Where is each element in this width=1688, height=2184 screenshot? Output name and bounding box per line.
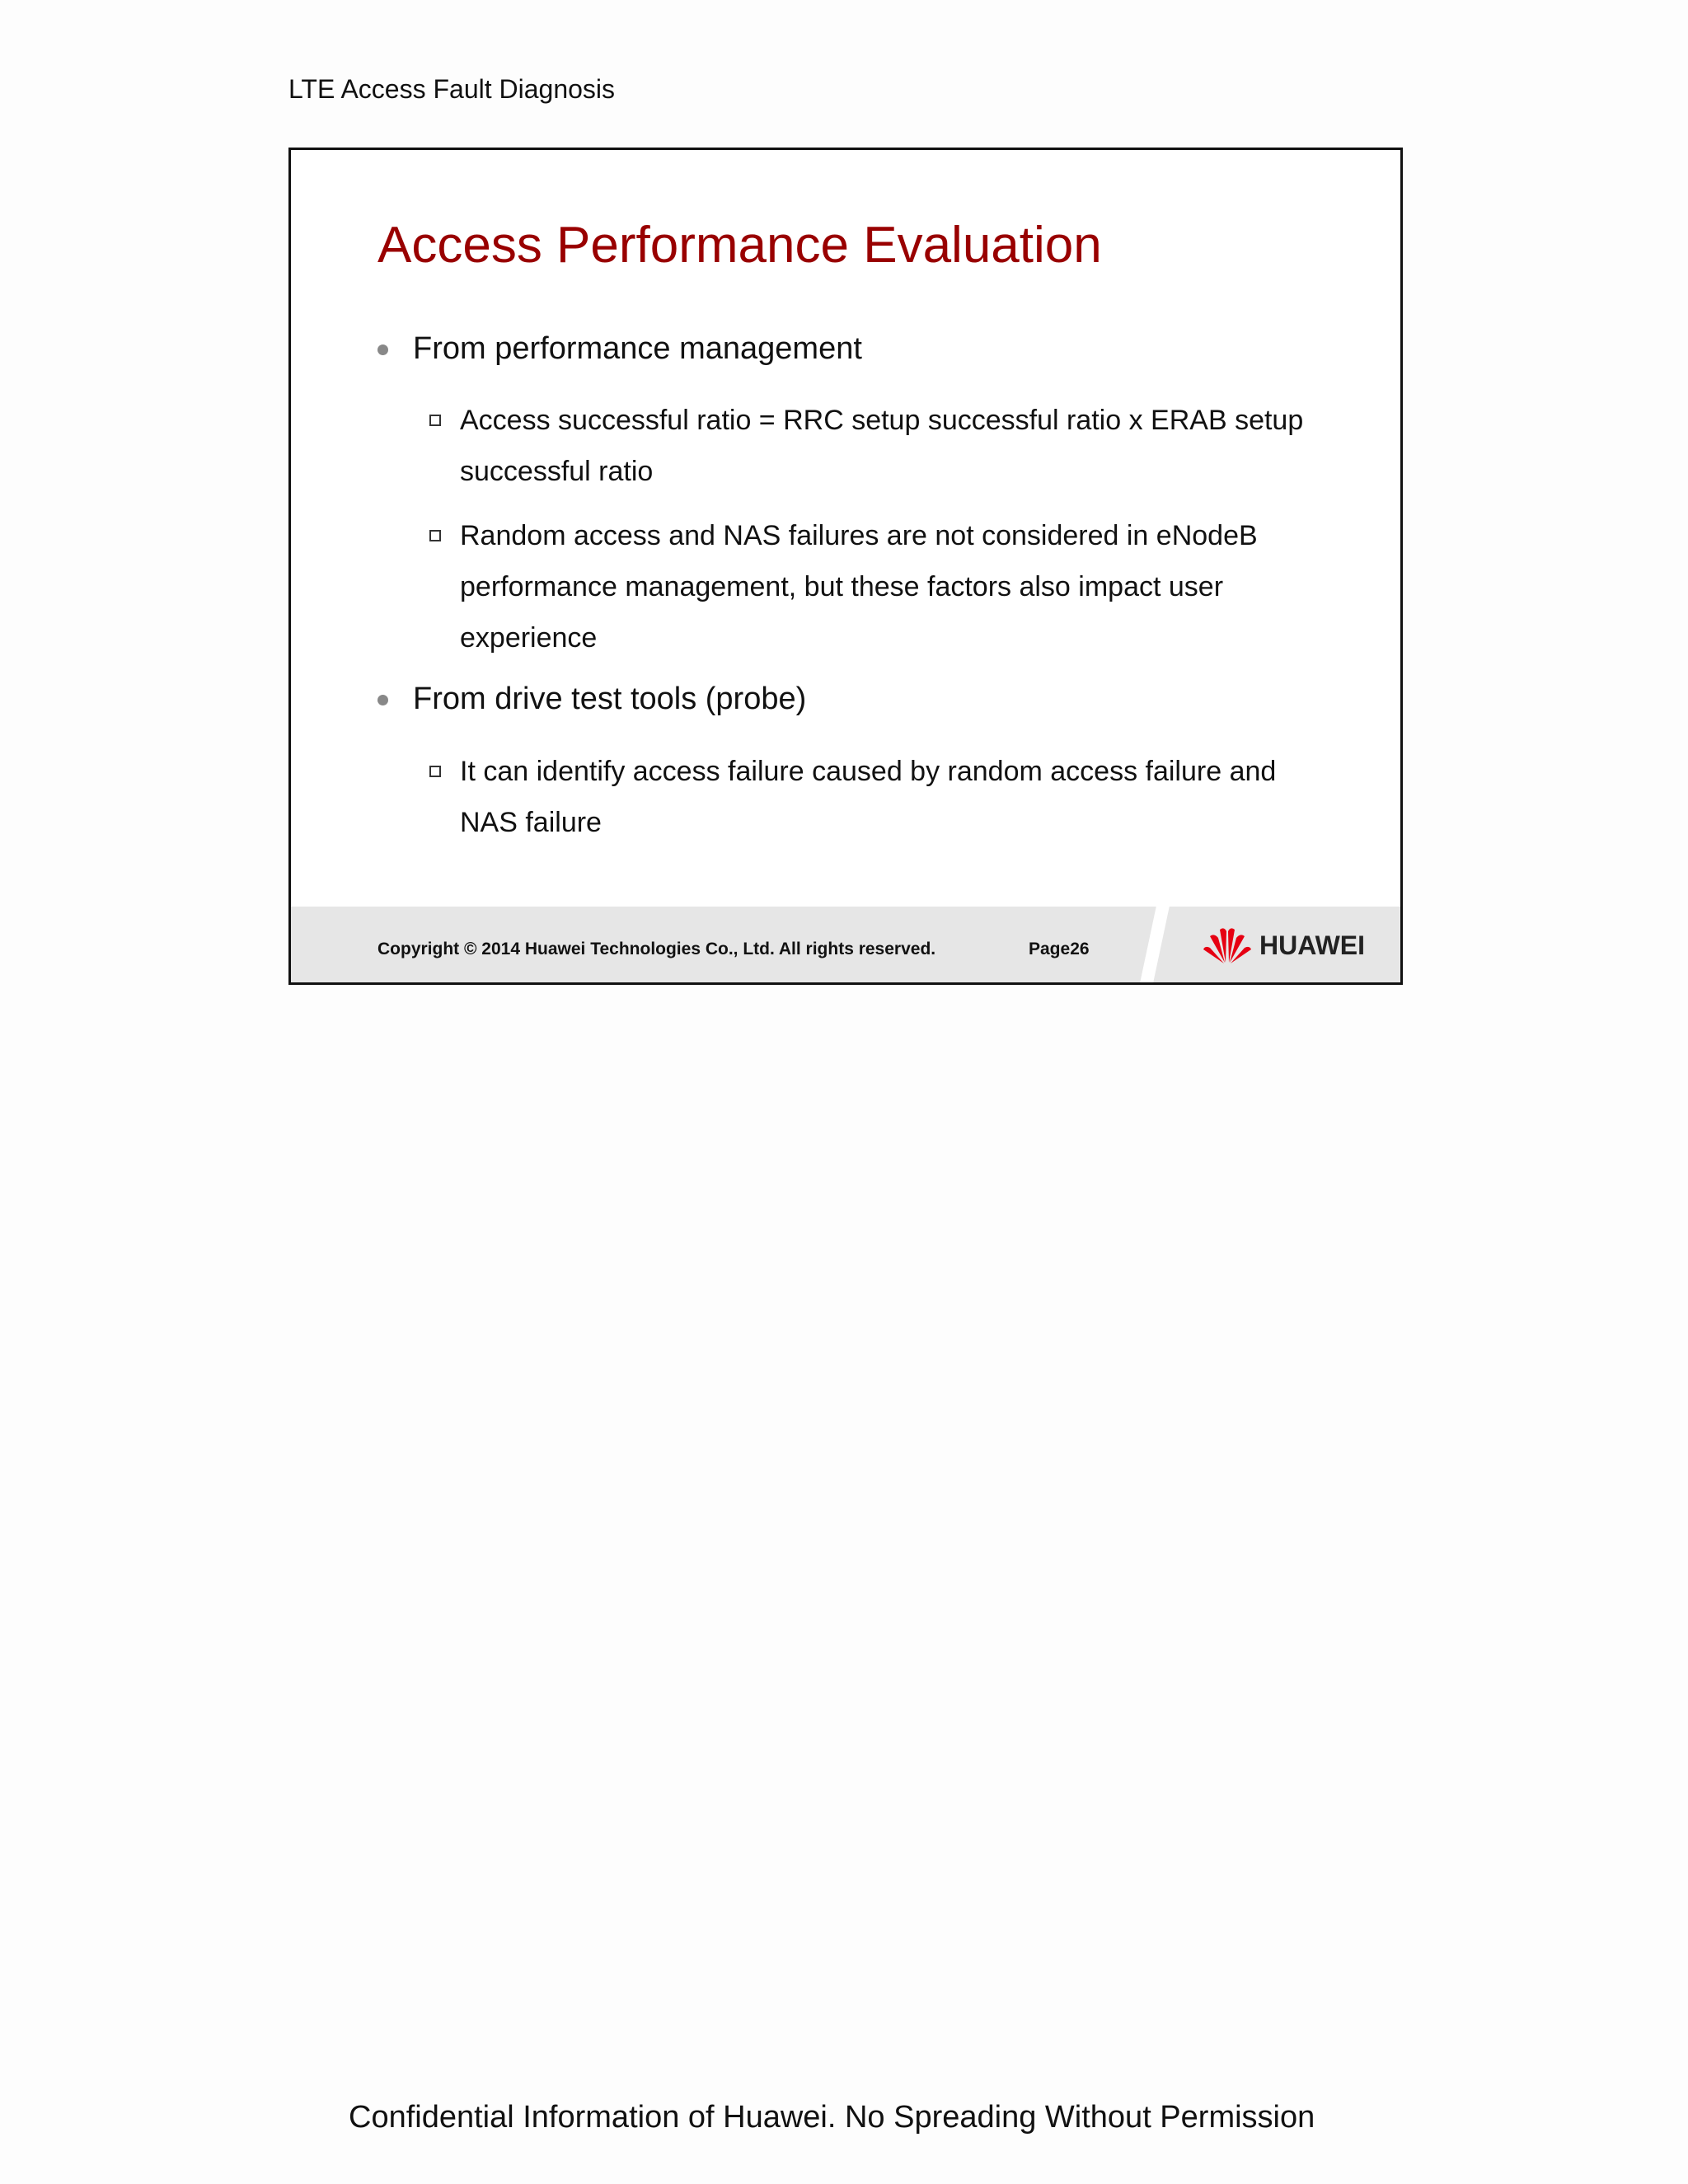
sub-bullet-item (429, 395, 1336, 497)
sub-bullet-item (429, 746, 1336, 848)
document-header: LTE Access Fault Diagnosis (288, 74, 616, 104)
bullet-item (377, 331, 862, 367)
copyright-text: Copyright © 2014 Huawei Technologies Co., Ltd. All rights reserved. (377, 940, 936, 958)
sub-bullet-text: Access successful ratio = RRC setup successful ratio x ERAB setup successful ratio (460, 405, 1304, 487)
page-number: Page26 (1029, 940, 1090, 958)
slide-title: Access Performance Evaluation (377, 217, 1102, 274)
logo-text: HUAWEI (1259, 930, 1365, 960)
huawei-logo (1202, 926, 1365, 964)
bullet-text: From performance management (413, 331, 862, 366)
square-bullet-icon (429, 415, 441, 426)
sub-bullet-item (429, 510, 1336, 663)
square-bullet-icon (429, 766, 441, 777)
bullet-dot-icon (377, 695, 388, 705)
square-bullet-icon (429, 530, 441, 541)
slide-footer (291, 907, 1400, 982)
confidential-notice: Confidential Information of Huawei. No Spreading Without Permission (349, 2100, 1315, 2135)
huawei-flower-icon (1202, 926, 1253, 964)
bullet-item (377, 682, 806, 717)
footer-divider (1140, 907, 1170, 982)
slide (288, 148, 1403, 985)
sub-bullet-text: Random access and NAS failures are not considered in eNodeB performance management, but these factors also impact user experience (460, 520, 1258, 654)
bullet-text: From drive test tools (probe) (413, 682, 807, 716)
bullet-dot-icon (377, 344, 388, 355)
sub-bullet-text: It can identify access failure caused by random access failure and NAS failure (460, 756, 1277, 838)
